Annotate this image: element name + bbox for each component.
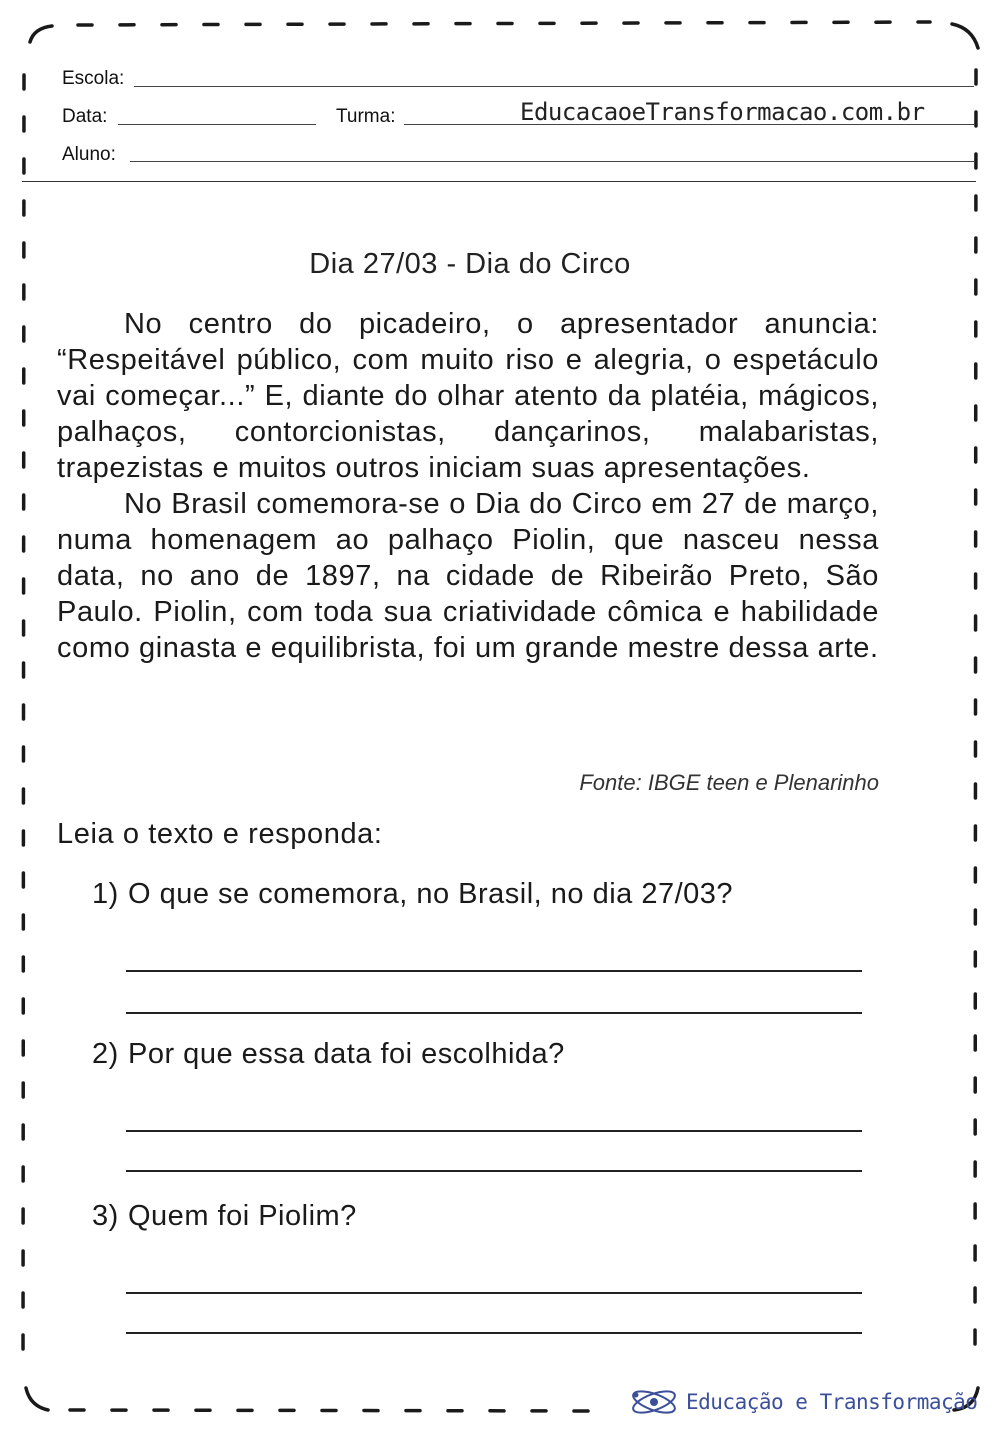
page-title: Dia 27/03 - Dia do Circo: [309, 248, 631, 280]
paragraph-1: No centro do picadeiro, o apresentador anuncia: “Respeitável público, com muito riso e alegria, o espetáculo vai começar...” E, diante do olhar atento da platéia, mágicos, palhaços, contorcionistas, dançarinos, malabaristas, trapezistas e muitos outros iniciam suas apresentações.: [57, 308, 879, 484]
site-url: EducacaoeTransformacao.com.br: [520, 98, 925, 126]
date-label: Data:: [62, 106, 108, 127]
source-citation: Fonte: IBGE teen e Plenarinho: [579, 770, 879, 795]
question-number: 2): [92, 1038, 119, 1070]
question-2: [92, 1038, 565, 1071]
footer-logo: [628, 1384, 977, 1420]
paragraph-2: No Brasil comemora-se o Dia do Circo em 27 de março, numa homenagem ao palhaço Piolin, que nasceu nessa data, no ano de 1897, na cidade de Ribeirão Preto, São Paulo. Piolin, com toda sua criatividade cômica e habilidade como ginasta e equilibrista, foi um grande mestre dessa arte.: [57, 488, 879, 664]
answer-line-2b[interactable]: [126, 1170, 862, 1172]
school-field-line: [134, 86, 974, 87]
school-label: Escola:: [62, 68, 125, 89]
question-number: 1): [92, 878, 119, 910]
atom-orbit-icon: [628, 1385, 680, 1419]
class-label: Turma:: [336, 106, 396, 127]
date-field-line: [118, 124, 316, 125]
question-text: O que se comemora, no Brasil, no dia 27/03?: [128, 878, 734, 910]
header-divider: [22, 181, 976, 182]
question-number: 3): [92, 1200, 119, 1232]
answer-line-1b[interactable]: [126, 1012, 862, 1014]
question-text: Quem foi Piolim?: [128, 1200, 357, 1232]
question-3: [92, 1200, 357, 1233]
student-label: Aluno:: [62, 144, 116, 165]
answer-line-2a[interactable]: [126, 1130, 862, 1132]
reading-text: [57, 306, 879, 666]
student-field-line: [130, 161, 974, 162]
answer-line-3a[interactable]: [126, 1292, 862, 1294]
question-1: [92, 878, 733, 911]
answer-line-3b[interactable]: [126, 1332, 862, 1334]
instruction: Leia o texto e responda:: [57, 818, 383, 850]
answer-line-1a[interactable]: [126, 970, 862, 972]
question-text: Por que essa data foi escolhida?: [128, 1038, 565, 1070]
footer-brand: Educação e Transformação: [686, 1390, 978, 1414]
